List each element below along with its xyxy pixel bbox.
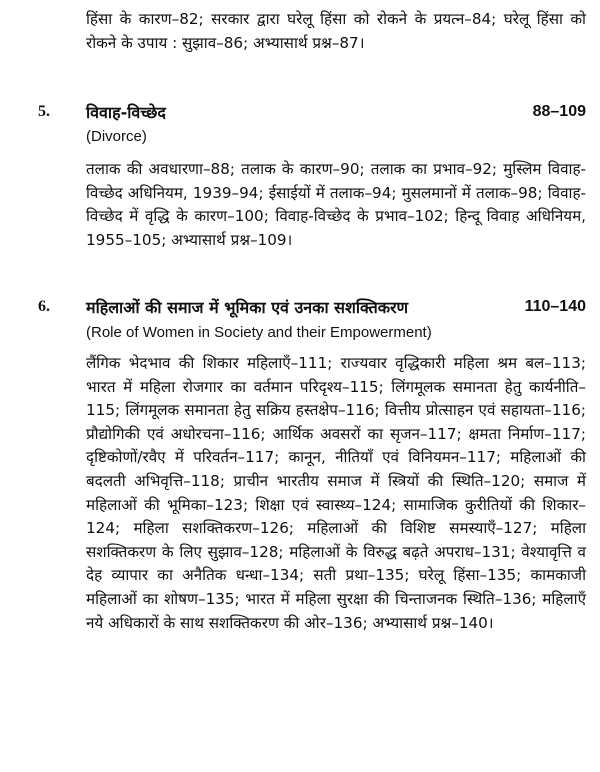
chapter-6-number: 6. (38, 298, 50, 315)
chapter-6-page-range: 110–140 (524, 298, 586, 315)
chapter-6-title: महिलाओं की समाज में भूमिका एवं उनका सशक्तिकरण (86, 298, 409, 317)
chapter-5-subtitle: (Divorce) (86, 128, 147, 145)
chapter-6-contents: लैंगिक भेदभाव की शिकार महिलाएँ–111; राज्यवार वृद्धिकारी महिला श्रम बल–113; भारत में महिला रोजगार का वर्तमान परिदृश्य–115; लिंगमूलक समानता हेतु कार्यनीति–115; लिंगमूलक समानता हेतु सक्रिय हस्तक्षेप–116; वित्तीय प्रोत्साहन एवं सहायता–116; प्रौद्योगिकी एवं अधोरचना–116; आर्थिक अवसरों का सृजन–117; क्षमता निर्माण–117; दृष्टिकोणों/रवैए में परिवर्तन–117; कानून, नीतियाँ एवं विनियमन–117; महिलाओं की बदलती अभिवृत्ति–118; प्राचीन भारतीय समाज में स्त्रियों की स्थिति–120; समाज में महिलाओं की भूमिका–123; शिक्षा एवं स्वास्थ्य–124; सामाजिक कुरीतियों की शिकार–124; महिला सशक्तिकरण–126; महिलाओं की विशिष्ट समस्याएँ–127; महिला सशक्तिकरण के लिए सुझाव–128; महिलाओं के विरुद्ध बढ़ते अपराध–131; वेश्यावृत्ति व देह व्यापार का अनैतिक धन्धा–134; सती प्रथा–135; घरेलू हिंसा–135; कामकाजी महिलाओं का शोषण–135; भारत में महिला सुरक्षा की चिन्ताजनक स्थिति–136; महिलाएँ नये अधिकारों के साथ सशक्तिकरण की ओर–136; अभ्यासार्थ प्रश्न–140। (86, 354, 586, 632)
chapter-5-title: विवाह-विच्छेद (86, 103, 166, 122)
chapter-5-page-range: 88–109 (532, 103, 586, 120)
chapter-5-number: 5. (38, 103, 50, 120)
intro-contents-paragraph: हिंसा के कारण–82; सरकार द्वारा घरेलू हिंसा को रोकने के प्रयत्न–84; घरेलू हिंसा को रोकने के उपाय : सुझाव–86; अभ्यासार्थ प्रश्न–87। (86, 10, 586, 52)
chapter-6-subtitle: (Role of Women in Society and their Empowerment) (86, 324, 432, 341)
chapter-5-contents: तलाक की अवधारणा–88; तलाक के कारण–90; तलाक का प्रभाव–92; मुस्लिम विवाह-विच्छेद अधिनियम, 1939–94; ईसाईयों में तलाक–94; मुसलमानों में तलाक–98; विवाह-विच्छेद में वृद्धि के कारण–100; विवाह-विच्छेद के प्रभाव–102; हिन्दू विवाह अधिनियम, 1955–105; अभ्यासार्थ प्रश्न–109। (86, 160, 586, 249)
